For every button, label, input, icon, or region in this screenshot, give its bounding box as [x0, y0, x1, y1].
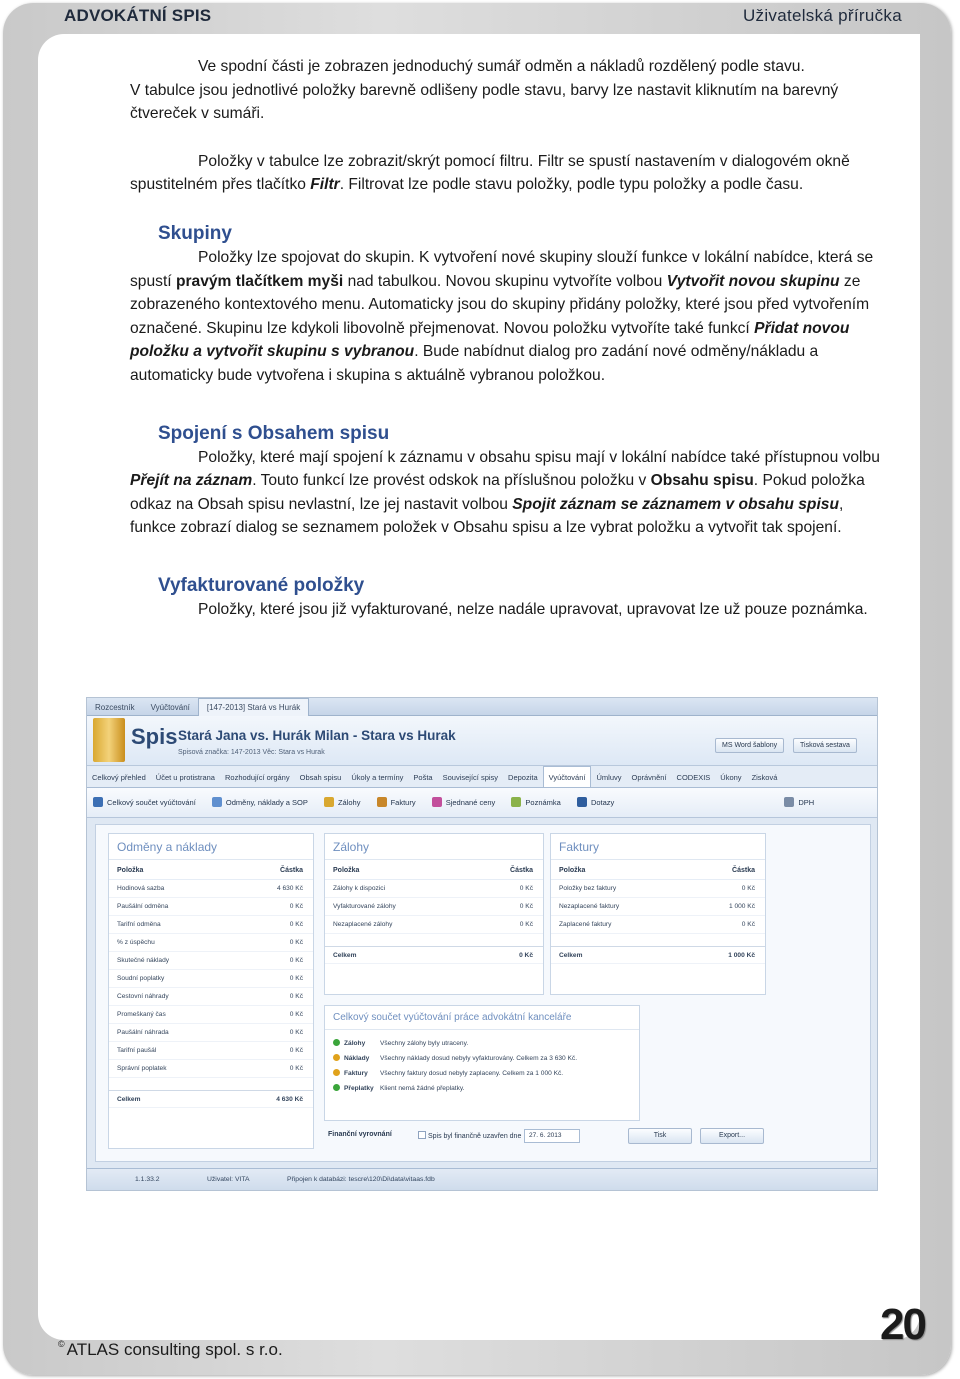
tab-item[interactable]: Depozita	[508, 773, 538, 782]
total-row	[109, 1090, 313, 1108]
folder-icon	[93, 718, 125, 762]
text-run: Položky v tabulce lze zobrazit/skrýt pomocí filtru. Filtr se spustí nastavením v dialogovém okně spustitelném přes tlačítko	[130, 152, 850, 194]
section-heading-groups: Skupiny	[158, 222, 232, 244]
tool-total[interactable]	[87, 788, 204, 807]
tab-item[interactable]: Oprávnění	[631, 773, 667, 782]
table-row[interactable]	[109, 1006, 313, 1024]
page-number: 20	[880, 1300, 925, 1349]
text-bold: pravým tlačítkem myši	[175, 272, 344, 290]
price-tag-icon	[432, 797, 442, 807]
tool-fees[interactable]	[206, 788, 316, 807]
total-value: 4 630 Kč	[276, 1096, 303, 1103]
table-row[interactable]	[109, 1024, 313, 1042]
tool-label: Sjednané ceny	[445, 798, 496, 807]
column-header	[325, 860, 543, 880]
text-run: nad tabulkou. Novou skupinu vytvoříte volbou	[343, 272, 667, 290]
row-label: Paušální odměna	[117, 903, 169, 910]
summary-row	[325, 1051, 639, 1066]
checkbox-label: Spis byl finančně uzavřen dne	[427, 1133, 522, 1140]
table-row[interactable]	[109, 898, 313, 916]
summary-label: Faktury	[344, 1070, 368, 1077]
text-run: . Touto funkcí lze provést odskok na příslušnou položku v	[252, 472, 651, 490]
deposit-icon	[324, 797, 334, 807]
summary-label: Náklady	[344, 1055, 370, 1062]
tab-item[interactable]: Rozhodující orgány	[224, 773, 290, 782]
checkbox-icon[interactable]	[418, 1131, 426, 1139]
ms-word-templates-button[interactable]: MS Word šablony	[715, 738, 784, 753]
summary-text: Všechny náklady dosud nebyly vyfakturovány. Celkem za 3 630 Kč.	[380, 1055, 578, 1062]
tab-item[interactable]: Úkoly a termíny	[351, 773, 404, 782]
status-color-icon[interactable]	[333, 1039, 340, 1046]
row-amount: 0 Kč	[289, 957, 303, 964]
tool-vat[interactable]	[624, 788, 822, 807]
summary-row	[325, 1066, 639, 1081]
billing-summary	[324, 1005, 640, 1121]
tab-item[interactable]: Zisková	[751, 773, 778, 782]
column-header	[109, 860, 313, 880]
summary-text: Všechny faktury dosud nebyly zaplaceny. Celkem za 1 000 Kč.	[380, 1070, 564, 1077]
tool-label: Dotazy	[590, 798, 615, 807]
tab-item[interactable]: Úmluvy	[596, 773, 622, 782]
tool-label: Celkový součet vyúčtování	[107, 798, 196, 807]
tab-case[interactable]: [147-2013] Stará vs Hurák	[198, 698, 309, 716]
column-item: Položka	[559, 867, 586, 874]
tab-item[interactable]: Úkony	[720, 773, 742, 782]
tab-item[interactable]: Účet u protistrana	[155, 773, 215, 782]
column-item: Položka	[117, 867, 144, 874]
document-tabs	[87, 698, 877, 716]
paragraph-link	[130, 446, 885, 540]
vat-icon	[784, 797, 794, 807]
status-color-icon[interactable]	[333, 1054, 340, 1061]
column-amount: Částka	[510, 867, 533, 874]
tool-prices[interactable]	[426, 788, 504, 807]
print-button[interactable]: Tisk	[628, 1128, 692, 1144]
row-label: Cestovní náhrady	[117, 993, 169, 1000]
row-label: Tarifní odměna	[117, 921, 161, 928]
row-amount: 0 Kč	[519, 885, 533, 892]
tool-label: Odměny, náklady a SOP	[225, 798, 308, 807]
row-label: % z úspěchu	[117, 939, 155, 946]
export-button[interactable]: Export...	[700, 1128, 764, 1144]
row-amount: 0 Kč	[289, 993, 303, 1000]
row-amount: 0 Kč	[289, 1065, 303, 1072]
row-amount: 0 Kč	[289, 1047, 303, 1054]
row-amount: 0 Kč	[289, 921, 303, 928]
tool-note[interactable]	[505, 788, 568, 807]
closed-checkbox[interactable]	[418, 1131, 521, 1140]
query-icon	[577, 797, 587, 807]
status-color-icon[interactable]	[333, 1084, 340, 1091]
summary-text: Klient nemá žádné přeplatky.	[380, 1085, 465, 1092]
row-amount: 1 000 Kč	[728, 903, 755, 910]
text-run: . Pokud položka odkaz na Obsah spisu nevlastní, lze jej nastavit volbou	[130, 472, 865, 513]
settlement-bar	[324, 1125, 868, 1149]
total-value: 0 Kč	[519, 952, 533, 959]
sum-icon	[93, 797, 103, 807]
tab-item[interactable]: Obsah spisu	[299, 773, 342, 782]
table-row[interactable]	[109, 988, 313, 1006]
row-label: Tarifní paušál	[117, 1047, 157, 1054]
note-icon	[511, 797, 521, 807]
status-version: 1.1.33.2	[135, 1176, 160, 1183]
paragraph-colors: V tabulce jsou jednotlivé položky barevně odlišeny podle stavu, barvy lze nastavit kliknutím na barevný čtvereček v sumáři.	[130, 81, 839, 123]
row-amount: 0 Kč	[519, 903, 533, 910]
tab-rozcestnik[interactable]: Rozcestník	[95, 703, 135, 712]
table-row[interactable]	[551, 898, 765, 916]
row-amount: 0 Kč	[741, 921, 755, 928]
tab-item-active[interactable]: Vyúčtování	[543, 766, 592, 788]
table-row[interactable]	[325, 898, 543, 916]
table-row[interactable]	[109, 1042, 313, 1060]
status-connection: Připojen k databázi: tescre\120\Di\data\vitaas.fdb	[287, 1176, 435, 1183]
text-run: ze zobrazeného kontextového menu. Automaticky jsou do skupiny přidány položky, které jsou před vytvořením označené. Skupinu lze kdykoli libovolně přejmenovat. Novou položku vytvoříte také funkcí	[130, 272, 870, 337]
row-amount: 0 Kč	[289, 903, 303, 910]
footer-company: ATLAS consulting spol. s r.o.	[66, 1340, 283, 1359]
summary-label: Přeplatky	[344, 1085, 374, 1092]
row-amount: 0 Kč	[741, 885, 755, 892]
paragraph-summary	[130, 55, 885, 79]
row-label: Zaplacené faktury	[559, 921, 612, 928]
case-tabs	[87, 766, 877, 788]
case-banner	[87, 716, 877, 766]
panel-deposits	[324, 833, 544, 995]
row-label: Soudní poplatky	[117, 975, 165, 982]
status-bar	[87, 1168, 877, 1190]
print-report-button[interactable]: Tisková sestava	[793, 738, 857, 753]
header-manual-title: Uživatelská příručka	[742, 6, 902, 25]
closed-date-field[interactable]: 27. 6. 2013	[524, 1129, 580, 1143]
row-label: Hodinová sazba	[117, 885, 165, 892]
row-label: Promeškaný čas	[117, 1011, 166, 1018]
table-row[interactable]	[109, 1060, 313, 1078]
tool-invoices[interactable]	[371, 788, 424, 807]
total-value: 1 000 Kč	[728, 952, 755, 959]
column-item: Položka	[333, 867, 360, 874]
table-row[interactable]	[109, 880, 313, 898]
filter-term: Filtr	[310, 176, 340, 194]
toolbar	[87, 788, 877, 818]
panel-invoices	[550, 833, 766, 995]
panel-title: Faktury	[551, 834, 765, 860]
summary-text: Všechny zálohy byly utraceny.	[380, 1040, 469, 1047]
tool-queries[interactable]	[571, 788, 622, 807]
menu-term: Vytvořit novou skupinu	[666, 272, 840, 290]
row-amount: 4 630 Kč	[276, 885, 303, 892]
text-run: Položky, které mají spojení k záznamu v obsahu spisu mají v lokální nabídce také přístupnou volbu	[198, 448, 880, 466]
section-heading-link: Spojení s Obsahem spisu	[158, 422, 390, 444]
text-bold: Obsahu spisu	[650, 472, 754, 490]
tab-item[interactable]: Související spisy	[442, 773, 499, 782]
coins-icon	[212, 797, 222, 807]
case-subtitle: Spisová značka: 147-2013 Věc: Stara vs Hurak	[178, 749, 325, 756]
total-label: Celkem	[333, 952, 357, 959]
billing-workspace	[95, 824, 871, 1162]
menu-term: Přejít na záznam	[130, 472, 253, 490]
total-row	[325, 946, 543, 964]
panel-title: Zálohy	[325, 834, 543, 860]
app-screenshot	[86, 697, 878, 1191]
case-title: Stará Jana vs. Hurák Milan - Stara vs Hurak	[178, 728, 456, 743]
settlement-label: Finanční vyrovnání	[328, 1131, 392, 1138]
tab-item[interactable]: CODEXIS	[676, 773, 711, 782]
column-header	[551, 860, 765, 880]
tool-label: Faktury	[390, 798, 416, 807]
row-amount: 0 Kč	[289, 1011, 303, 1018]
tool-label: Poznámka	[525, 798, 561, 807]
row-label: Nezaplacené faktury	[559, 903, 620, 910]
table-row[interactable]	[551, 916, 765, 934]
column-amount: Částka	[732, 867, 755, 874]
row-label: Nezaplacené zálohy	[333, 921, 393, 928]
tool-deposits[interactable]	[318, 788, 369, 807]
summary-title: Celkový součet vyúčtování práce advokátní kanceláře	[325, 1006, 639, 1030]
column-amount: Částka	[280, 867, 303, 874]
tab-vyuctovani[interactable]: Vyúčtování	[150, 703, 190, 712]
summary-row	[325, 1081, 639, 1096]
table-row[interactable]	[551, 880, 765, 898]
menu-term: Spojit záznam se záznamem v obsahu spisu	[512, 495, 839, 513]
table-row[interactable]	[325, 880, 543, 898]
text-run: . Filtrovat lze podle stavu položky, podle typu položky a podle času.	[339, 176, 804, 194]
invoice-icon	[377, 797, 387, 807]
row-label: Vyfakturované zálohy	[333, 903, 396, 910]
row-amount: 0 Kč	[519, 921, 533, 928]
header-product-name: ADVOKÁTNÍ SPIS	[64, 6, 212, 25]
table-row[interactable]	[109, 916, 313, 934]
document-body	[130, 55, 885, 622]
copyright-symbol: ©	[58, 1339, 65, 1349]
tool-label: Zálohy	[337, 798, 361, 807]
row-label: Paušální náhrada	[117, 1029, 169, 1036]
text-run: Položky lze spojovat do skupin. K vytvoření nové skupiny slouží funkce v lokální nabídce, která se spustí	[130, 248, 874, 290]
status-color-icon[interactable]	[333, 1069, 340, 1076]
total-label: Celkem	[117, 1096, 141, 1103]
tool-label: DPH	[798, 798, 815, 807]
row-amount: 0 Kč	[289, 1029, 303, 1036]
text-run: Ve spodní části je zobrazen jednoduchý sumář odměn a nákladů rozdělený podle stavu.	[198, 58, 805, 75]
paragraph-filter	[130, 150, 885, 197]
section-heading-invoiced: Vyfakturované položky	[158, 574, 365, 596]
status-user: Uživatel: VITA	[207, 1176, 250, 1183]
row-label: Správní poplatek	[117, 1065, 167, 1072]
panel-title: Odměny a náklady	[109, 834, 313, 860]
table-row[interactable]	[109, 952, 313, 970]
table-row[interactable]	[109, 934, 313, 952]
app-name: Spis	[131, 724, 178, 749]
row-label: Zálohy k dispozici	[333, 885, 386, 892]
paragraph-groups	[130, 246, 885, 388]
total-label: Celkem	[559, 952, 583, 959]
text-run: . Bude nabídnut dialog pro zadání nové odměny/nákladu a automaticky bude vytvořena i skupina s aktuálně vybranou položkou.	[130, 343, 819, 384]
menu-term: Přidat novou položku a vytvořit skupinu s vybranou	[130, 319, 850, 361]
footer-copyright	[58, 1339, 283, 1360]
tab-item[interactable]: Pošta	[413, 773, 433, 782]
table-row[interactable]	[109, 970, 313, 988]
summary-row	[325, 1036, 639, 1051]
tab-item[interactable]: Celkový přehled	[92, 773, 146, 782]
row-amount: 0 Kč	[289, 975, 303, 982]
text-run: , funkce zobrazí dialog se seznamem položek v Obsahu spisu a lze vybrat položku a vytvořit tak spojení.	[130, 495, 844, 537]
summary-label: Zálohy	[344, 1040, 366, 1047]
row-label: Položky bez faktury	[559, 885, 617, 892]
table-row[interactable]	[325, 916, 543, 934]
paragraph-invoiced: Položky, které jsou již vyfakturované, nelze nadále upravovat, upravovat lze už pouze poznámka.	[198, 600, 868, 618]
total-row	[551, 946, 765, 964]
row-label: Skutečné náklady	[117, 957, 170, 964]
panel-fees-costs	[108, 833, 314, 1149]
row-amount: 0 Kč	[289, 939, 303, 946]
